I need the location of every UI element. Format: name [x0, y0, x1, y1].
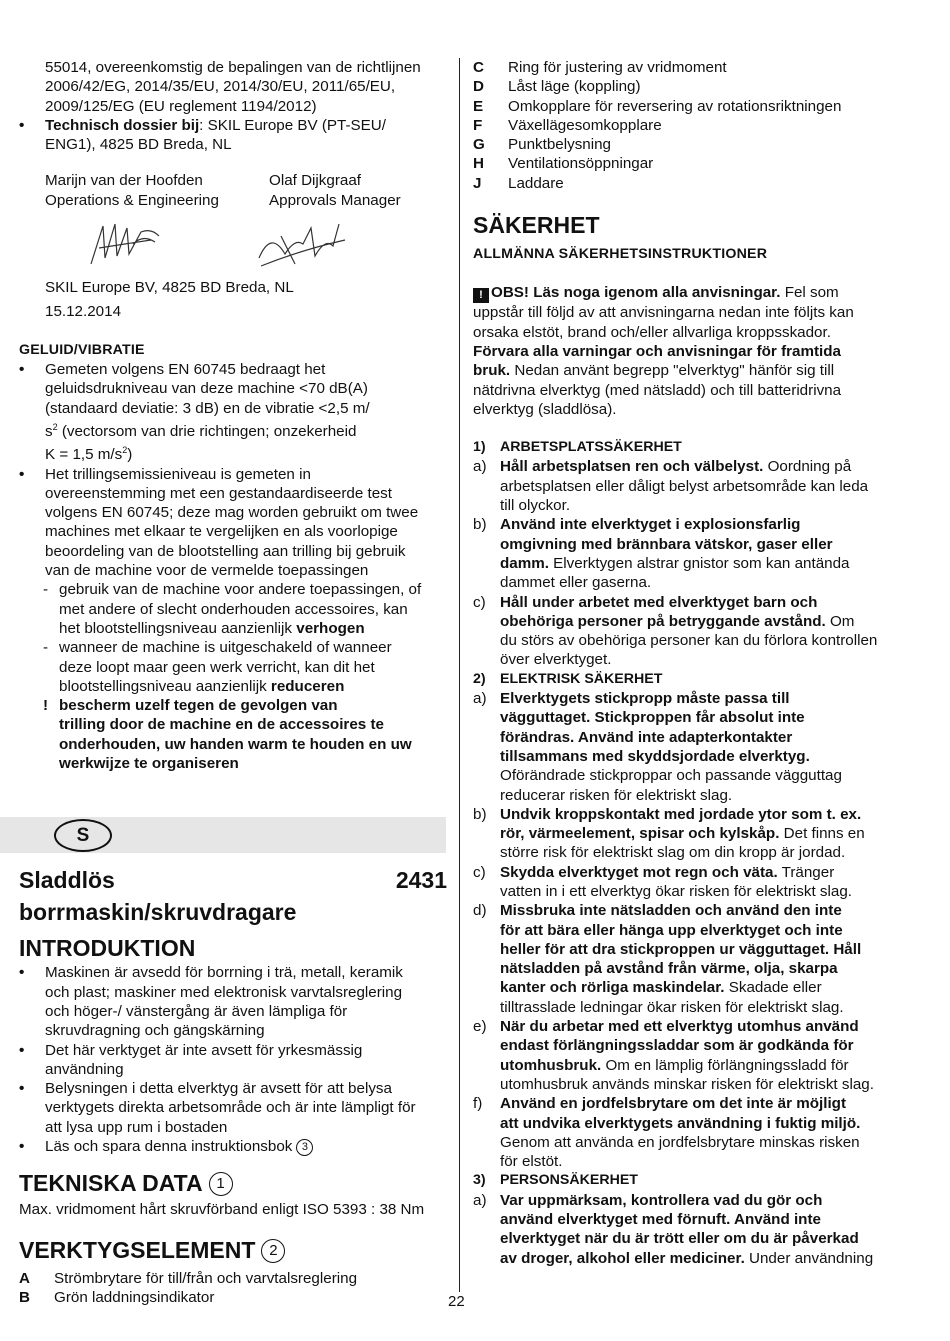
- column-divider: [459, 58, 460, 1292]
- text-line: : SKIL Europe BV (PT-SEU/: [199, 116, 386, 134]
- emphasis: Håll arbetsplatsen ren och välbelyst.: [500, 458, 764, 476]
- tekniska-heading: [19, 1168, 447, 1198]
- text-line: • Het trillingsemissieniveau is gemeten in: [45, 465, 311, 483]
- element-letter: D: [473, 78, 484, 96]
- tech-dossier: [19, 116, 447, 155]
- emphasis: att undvika elverktygets användning i fuktig miljö.: [500, 1114, 861, 1132]
- signature-1-image: [81, 214, 171, 274]
- torque-spec: Max. vridmoment hårt skruvförband enligt ISO 5393 : 38 Nm: [19, 1201, 425, 1219]
- text-line: användning: [45, 1060, 124, 1078]
- text-line: Oförändrade stickproppar och passande vägguttag: [500, 767, 842, 785]
- text-line: werkwijze te organiseren: [59, 755, 239, 773]
- safety-item: [473, 593, 903, 670]
- safety-item: [473, 901, 903, 1017]
- emphasis: OBS! Läs noga igenom alla anvisningar.: [491, 284, 781, 302]
- conformity-text: [19, 58, 447, 116]
- superscript: 2: [52, 421, 58, 432]
- figure-ref-badge: 1: [209, 1172, 233, 1196]
- heading-text: VERKTYGSELEMENT: [19, 1236, 256, 1263]
- geluid-heading: GELUID/VIBRATIE: [19, 341, 145, 358]
- item-letter: f): [473, 1095, 483, 1113]
- text-line: Om en lämplig förlängningssladd för: [601, 1056, 849, 1074]
- safety-item: [473, 457, 903, 515]
- emphasis: damm.: [500, 554, 549, 572]
- emphasis: När du arbetar med ett elverktyg utomhus använd: [500, 1018, 859, 1036]
- text-line: elverktyg (sladdlösa).: [473, 400, 617, 418]
- emphasis: utomhusbruk.: [500, 1056, 602, 1074]
- intro-bullet: [19, 1137, 447, 1156]
- signature-2-image: [251, 214, 351, 274]
- product-title: [19, 865, 447, 895]
- exclamation-icon: !: [43, 697, 49, 715]
- element-item: [19, 1288, 447, 1307]
- text-line: större risk för elektriskt slag om din kropp är jordad.: [500, 844, 846, 862]
- emphasis: av droger, alkohol eller mediciner.: [500, 1249, 745, 1267]
- emphasis: reduceren: [270, 677, 345, 695]
- page-number: 22: [448, 1293, 465, 1310]
- text-line: uppstår till följd av att anvisningarna nedan inte följts kan: [473, 304, 854, 322]
- item-letter: d): [473, 902, 487, 920]
- text-line: vatten in i ett elverktyg ökar risken för elektriskt slag.: [500, 882, 852, 900]
- emphasis: Missbruka inte nätsladden och använd den inte: [500, 902, 842, 920]
- element-letter: G: [473, 136, 485, 154]
- dash-item-1: [19, 580, 447, 638]
- text-line: beoordeling van de blootstelling aan trilling bij gebruik: [45, 542, 406, 560]
- safety-heading: SÄKERHET: [473, 212, 600, 239]
- element-letter: B: [19, 1288, 30, 1306]
- element-letter: A: [19, 1269, 30, 1287]
- emphasis: Håll under arbetet med elverktyget barn och: [500, 593, 818, 611]
- text-line: 2009/125/EG (EU reglement 1194/2012): [45, 97, 317, 115]
- element-text: Växellägesomkopplare: [508, 116, 662, 134]
- right-column: [473, 58, 903, 1268]
- section-3-heading: [473, 1171, 903, 1190]
- company-address: SKIL Europe BV, 4825 BD Breda, NL: [45, 279, 294, 297]
- text-line: dammet eller gaserna.: [500, 574, 652, 592]
- text-line: blootstellingsniveau aanzienlijk: [59, 677, 271, 695]
- text-line: Om: [825, 612, 855, 630]
- item-letter: c): [473, 593, 486, 611]
- verktyg-heading: [19, 1235, 447, 1265]
- text-line: deze loopt maar geen werk verricht, kan dit het: [59, 658, 375, 676]
- element-text: Ventilationsöppningar: [508, 155, 654, 173]
- emphasis: elverktyget när du är trött eller om du är påverkad: [500, 1230, 859, 1248]
- element-letter: H: [473, 155, 484, 173]
- element-letter: C: [473, 59, 484, 76]
- element-text: Laddare: [508, 174, 564, 192]
- signatory-2: [269, 171, 459, 210]
- signatory-role: Operations & Engineering: [45, 191, 219, 209]
- obs-paragraph: [473, 283, 903, 419]
- element-letter: F: [473, 116, 483, 134]
- text-line: arbetsplatsen eller dåligt belyst arbetsområde kan leda: [500, 477, 869, 495]
- intro-bullet: [19, 1041, 447, 1080]
- element-item: [473, 97, 903, 116]
- signature-images: [19, 214, 447, 276]
- emphasis: använd elverktyget med förnuft. Använd inte: [500, 1211, 821, 1229]
- emphasis: vägguttaget. Stickproppen får absolut inte: [500, 709, 805, 727]
- section-title: PERSONSÄKERHET: [500, 1172, 638, 1189]
- language-code-badge: S: [54, 819, 112, 852]
- text-line: Tränger: [777, 863, 835, 881]
- section-1-heading: [473, 438, 903, 457]
- signatory-name: Olaf Dijkgraaf: [269, 172, 362, 190]
- heading-text: TEKNISKA DATA: [19, 1170, 203, 1197]
- safety-item: [473, 863, 903, 902]
- text-line: reducerar risken för elektriskt slag.: [500, 786, 733, 804]
- language-band: [0, 817, 446, 853]
- element-item: [473, 154, 903, 173]
- signatory-name: Marijn van der Hoofden: [45, 172, 203, 190]
- text-line: Elverktygen alstrar gnistor som kan antända: [548, 554, 850, 572]
- text-line: K = 1,5 m/s: [45, 446, 123, 464]
- text-line: • Det här verktyget är inte avsett för yrkesmässig: [45, 1041, 363, 1059]
- emphasis: verhogen: [296, 619, 365, 637]
- intro-bullet: [19, 1079, 447, 1137]
- text-line: volgens EN 60745; deze mag worden gebruikt om twee: [45, 504, 419, 522]
- emphasis: Var uppmärksam, kontrollera vad du gör och: [500, 1191, 823, 1209]
- element-item: [473, 135, 903, 154]
- text-line: skruvdragning och gängskärning: [45, 1022, 265, 1040]
- model-number: 2431: [395, 867, 447, 894]
- emphasis: obehöriga personer på betryggande avstånd.: [500, 612, 826, 630]
- item-letter: a): [473, 690, 487, 708]
- element-text: Låst läge (koppling): [508, 78, 641, 96]
- signatories: [19, 171, 447, 210]
- text-line: • Maskinen är avsedd för borrning i trä, metall, keramik: [45, 964, 403, 982]
- text-line: het blootstellingsniveau aanzienlijk: [59, 619, 297, 637]
- emphasis: Undvik kroppskontakt med jordade ytor som t. ex.: [500, 805, 862, 823]
- text-line: Nedan använt begrepp "elverktyg" hänför sig till: [510, 362, 835, 380]
- section-title: ARBETSPLATSSÄKERHET: [500, 439, 682, 456]
- item-letter: e): [473, 1018, 487, 1036]
- text-line: onderhouden, uw handen warm te houden en uw: [59, 735, 412, 753]
- text-line: trilling door de machine en de accessoires te: [59, 716, 384, 734]
- element-list: [473, 58, 903, 193]
- element-text: Strömbrytare för till/från och varvtalsreglering: [54, 1269, 358, 1287]
- emphasis: rör, värmeelement, spisar och kylskåp.: [500, 825, 780, 843]
- left-column: [19, 58, 447, 1307]
- dash-item-2: [19, 638, 447, 696]
- text-line: Oordning på: [763, 458, 852, 476]
- emphasis: för att bära eller hänga upp elverktyget och inte: [500, 921, 843, 939]
- element-text: Grön laddningsindikator: [54, 1288, 215, 1306]
- text-line: orsaka elstöt, brand och/eller allvarliga kroppsskador.: [473, 323, 831, 341]
- text-line: 2006/42/EG, 2014/35/EU, 2014/30/EU, 2011/65/EU,: [45, 78, 396, 96]
- text-line: wanneer de machine is uitgeschakeld of wanneer: [59, 639, 392, 657]
- date: 15.12.2014: [45, 303, 122, 321]
- emphasis: kanter och rörliga maskindelar.: [500, 979, 725, 997]
- intro-bullet: [19, 963, 447, 1040]
- text-line: ENG1), 4825 BD Breda, NL: [45, 136, 232, 154]
- element-item: [473, 58, 903, 77]
- text-line: Läs och spara denna instruktionsbok: [45, 1138, 293, 1155]
- element-text: Punktbelysning: [508, 136, 612, 154]
- element-item: [473, 77, 903, 96]
- text-line: över elverktyget.: [500, 651, 612, 669]
- introduction-heading: INTRODUKTION: [19, 935, 196, 962]
- text-line: (standaard deviatie: 3 dB) en de vibratie <2,5 m/: [45, 399, 370, 417]
- text-line: tilltrasslade ledningar ökar risken för elektriskt slag.: [500, 998, 844, 1016]
- text-line: met andere of slecht onderhouden accessoires, kan: [59, 600, 408, 618]
- dash-marker: -: [43, 639, 49, 657]
- text-line: att lysa upp rum i bostaden: [45, 1118, 228, 1136]
- text-line: Fel som: [780, 284, 839, 302]
- figure-ref-badge: 3: [296, 1139, 313, 1156]
- warning-note: [19, 696, 447, 773]
- superscript: 2: [122, 445, 128, 456]
- safety-item: [473, 1017, 903, 1094]
- section-number: 2): [473, 670, 486, 687]
- warning-triangle-icon: !: [473, 288, 489, 303]
- section-title: ELEKTRISK SÄKERHET: [500, 670, 663, 687]
- emphasis: Använd en jordfelsbrytare om det inte är möjligt: [500, 1095, 846, 1113]
- emphasis: Använd inte elverktyget i explosionsfarlig: [500, 516, 801, 534]
- text-line: ): [127, 446, 133, 464]
- text-line: gebruik van de machine voor andere toepassingen, of: [59, 581, 422, 599]
- tech-dossier-label: Technisch dossier bij: [45, 116, 200, 134]
- emphasis: heller för att dra stickproppen ur vägguttaget. Håll: [500, 940, 862, 958]
- safety-item: [473, 1094, 903, 1171]
- general-safety-heading: ALLMÄNNA SÄKERHETSINSTRUKTIONER: [473, 246, 768, 263]
- element-item: [473, 174, 903, 193]
- safety-item: [473, 1191, 903, 1268]
- geluid-bullet-1: [19, 360, 447, 465]
- signatory-role: Approvals Manager: [269, 191, 401, 209]
- emphasis: nätsladden på avstånd från värme, olja, skarpa: [500, 960, 838, 978]
- text-line: Genom att använda en jordfelsbrytare minskas risken: [500, 1133, 860, 1151]
- element-text: Ring för justering av vridmoment: [508, 59, 727, 76]
- signatory-1: [45, 171, 235, 210]
- dash-marker: -: [43, 581, 49, 599]
- text-line: geluidsdrukniveau van deze machine <70 dB(A): [45, 380, 368, 398]
- emphasis: förändras. Använd inte adapterkontakter: [500, 728, 793, 746]
- section-number: 3): [473, 1172, 486, 1189]
- emphasis: endast förlängningssladdar som är godkända för: [500, 1037, 854, 1055]
- item-letter: b): [473, 805, 487, 823]
- element-letter: J: [473, 174, 482, 192]
- item-letter: a): [473, 458, 487, 476]
- text-line: du störs av obehöriga personer kan du förlora kontrollen: [500, 632, 878, 650]
- geluid-bullet-2: [19, 465, 447, 581]
- element-letter: E: [473, 97, 484, 115]
- text-line: och plast; maskiner med elektronisk varvtalsreglering: [45, 983, 403, 1001]
- text-line: Det finns en: [779, 825, 865, 843]
- text-line: machines met elkaar te vergelijken en als voorlopige: [45, 523, 398, 541]
- product-subtitle: borrmaskin/skruvdragare: [19, 899, 297, 926]
- section-number: 1): [473, 439, 486, 456]
- text-line: Under användning: [744, 1249, 874, 1267]
- safety-item: [473, 689, 903, 805]
- text-line: van de machine voor de vermelde toepassingen: [45, 562, 369, 580]
- emphasis: bruk.: [473, 362, 511, 380]
- text-line: 55014, overeenkomstig de bepalingen van de richtlijnen: [45, 59, 421, 76]
- section-2-heading: [473, 670, 903, 689]
- text-line: till olyckor.: [500, 497, 571, 515]
- title-line: Sladdlös: [19, 867, 115, 894]
- emphasis: Elverktygets stickpropp måste passa till: [500, 690, 790, 708]
- text-line: verktygets direkta arbetsområde och är inte lämpligt för: [45, 1099, 416, 1117]
- emphasis: omgivning med brännbara vätskor, gaser eller: [500, 535, 833, 553]
- text-line: (vectorsom van drie richtingen; onzekerheid: [57, 422, 357, 440]
- text-line: nätdrivna elverktyg (med nätsladd) och till batteridrivna: [473, 381, 842, 399]
- item-letter: b): [473, 516, 487, 534]
- text-line: och höger-/ vänstergång är även lämpliga för: [45, 1002, 348, 1020]
- figure-ref-badge: 2: [261, 1239, 285, 1263]
- emphasis: Skydda elverktyget mot regn och väta.: [500, 863, 778, 881]
- text-line: utomhusbruk används minskar risken för elektriskt slag.: [500, 1075, 874, 1093]
- text-line: Skadade eller: [724, 979, 822, 997]
- text-line: • Gemeten volgens EN 60745 bedraagt het: [45, 360, 326, 378]
- text-line: för elstöt.: [500, 1153, 563, 1171]
- text-line: • Belysningen i detta elverktyg är avsett för att belysa: [45, 1080, 392, 1098]
- emphasis: Förvara alla varningar och anvisningar för framtida: [473, 342, 841, 360]
- item-letter: c): [473, 863, 486, 881]
- element-text: Omkopplare för reversering av rotationsriktningen: [508, 97, 842, 115]
- text-line: s: [45, 422, 53, 440]
- emphasis: tillsammans med skyddsjordade elverktyg.: [500, 747, 810, 765]
- safety-item: [473, 805, 903, 863]
- element-item: [473, 116, 903, 135]
- element-item: [19, 1269, 447, 1288]
- text-line: bescherm uzelf tegen de gevolgen van: [59, 697, 338, 715]
- safety-item: [473, 515, 903, 592]
- item-letter: a): [473, 1191, 487, 1209]
- text-line: overeenstemming met een gestandaardiseerde test: [45, 484, 392, 502]
